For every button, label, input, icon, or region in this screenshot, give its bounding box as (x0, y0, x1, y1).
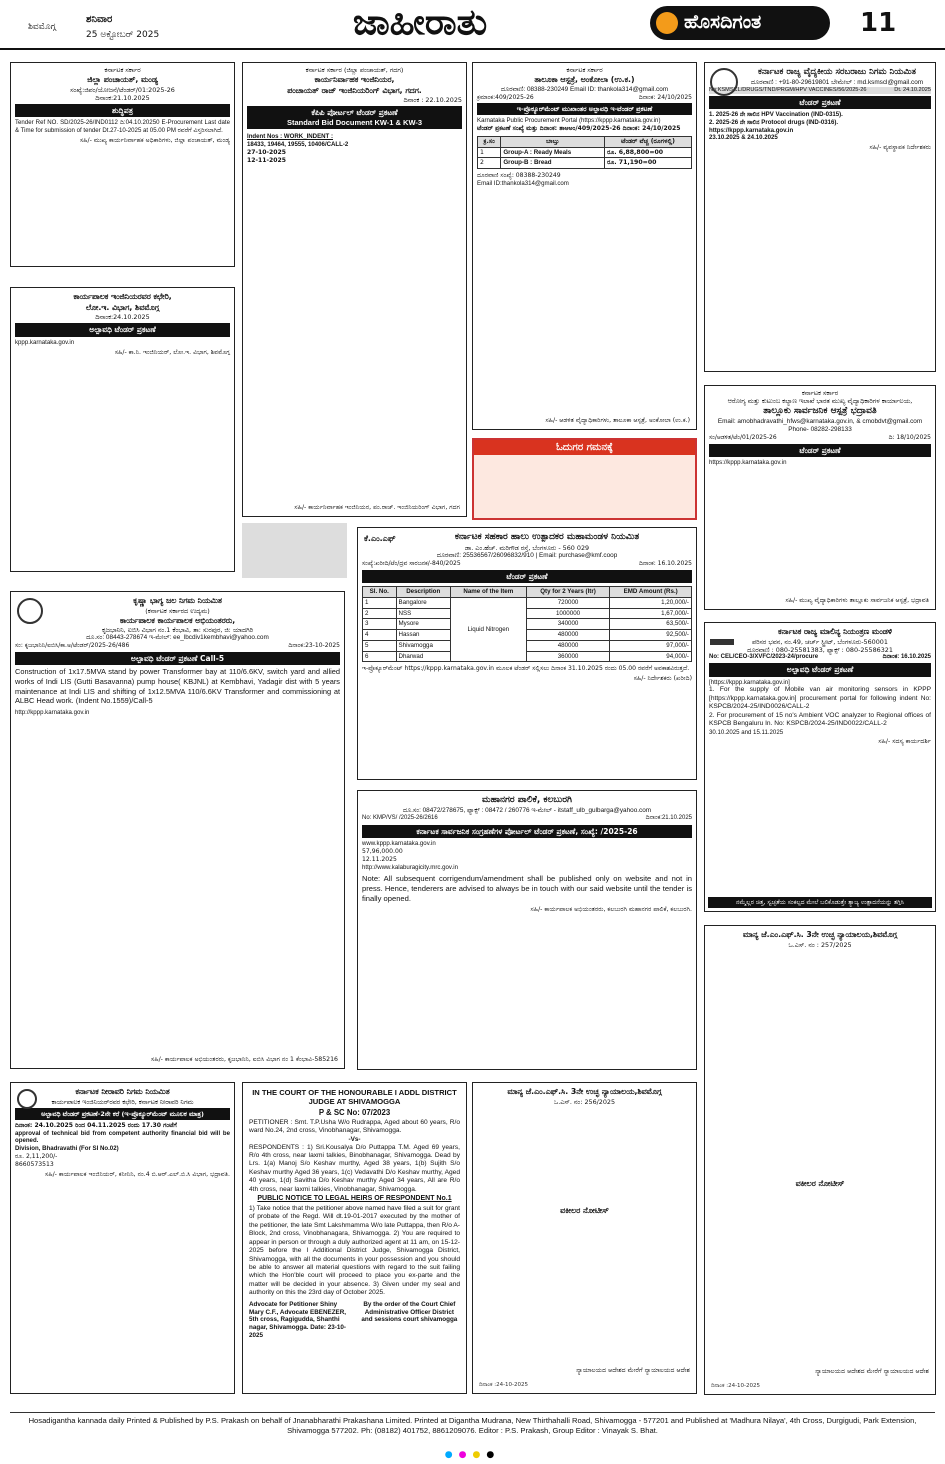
col-desc: Description (396, 587, 450, 598)
notice-date: ದಿನಾಂಕ :24-10-2025 (479, 1382, 529, 1389)
signature: ನ್ಯಾಯಾಲಯದ ಆದೇಶದ ಮೇರೆಗೆ ನ್ಯಾಯಾಲಯದ ಆದೇಶ (576, 1367, 690, 1375)
section-bar: ಟೆಂಡರ್ ಪ್ರಕಟಣೆ (709, 444, 931, 457)
notice-title: ವಕೀಲರ ನೋಟೀಸ್ (560, 1205, 609, 1215)
cell: Mysore (396, 619, 450, 630)
office-name: ಪಂಚಾಯತ್ ರಾಜ್ ಇಂಜಿನಿಯರಿಂಗ್ ವಿಭಾಗ, ಗದಗ. (287, 85, 422, 95)
indent-label: Indent Nos : WORK_INDENT : (247, 133, 333, 141)
cell: Bangalore (396, 597, 450, 608)
office-title: ಕಾರ್ಯಪಾಲಕ ಇಂಜಿನಿಯರವರ ಕಛೇರಿ, (73, 292, 172, 301)
signature: ಸಹಿ/- ಕಾ.ನಿ. ಇಂಜಿನಿಯರ್, ಲೋ.ಇ. ವಿಭಾಗ, ಶಿವಮೊಗ್ಗ (114, 348, 230, 356)
govt-label: ಕರ್ನಾಟಕ ಸರ್ಕಾರ (566, 66, 603, 74)
cell: 360000 (526, 651, 610, 662)
division-name: ಕೃಜಭಾನಿನಿ, ಐಬಿಸಿ ವಿಭಾಗ ನಂ.1 ಕೆಂಭಾವಿ, ತಾ: ಸುರಪುರ, ಜಿ: ಯಾದಗಿರಿ (102, 626, 253, 635)
contact-line: ದೂರವಾಣಿ: 08388-230249 Email ID: thankola314@gmail.com (500, 85, 669, 93)
advocate: Advocate for Petitioner Shiny Mary C.F., Advocate EBENEZER, 5th cross, Ragigudda, Shanthi nagar, Shivamogga. Date: 23-10-2025 (249, 1300, 347, 1340)
org-name: ಕರ್ನಾಟಕ ರಾಜ್ಯ ವೈದ್ಯಕೀಯ ಸರಬರಾಜು ನಿಗಮ ನಿಯಮಿತ (758, 67, 916, 77)
cell: 63,500/- (610, 619, 692, 630)
cell: Hassan (396, 630, 450, 641)
cell: Group-A : Ready Meals (501, 147, 605, 158)
org-name: ಕರ್ನಾಟಕ ಸಹಕಾರ ಹಾಲು ಉತ್ಪಾದಕರ ಮಹಾಮಂಡಳ ನಿಯಮಿತ (454, 532, 640, 542)
ref-no: ಕ್ರಮಾಂಕ:409/2025-26 (477, 93, 534, 101)
ref-date: ದಿನಾಂಕ: 24/10/2025 (638, 93, 692, 101)
tender-item-1: 1. For the supply of Mobile van air monitoring sensors in KPPP [https://kppp.karnataka.gov.in] procurement portal for following indent No: KSPCB/2024-25/IND0026/CALL-2 (709, 686, 931, 711)
ad-court-kn1 (472, 1082, 697, 1394)
ad-taluk-ankola (472, 62, 697, 430)
office-title: ತಾಲ್ಲೂಕು ಸಾರ್ವಜನಿಕ ಆಸ್ಪತ್ರೆ ಭದ್ರಾವತಿ (763, 406, 877, 416)
notice-title: ವಕೀಲರ ನೋಟೀಸ್ (795, 1178, 845, 1188)
tender-number: ಟೆಂಡರ್ ಪ್ರಕಟಣೆ ಸಂಖ್ಯೆ ಮತ್ತು ದಿನಾಂಕ: ತಾಆಅಂ/409/2025-26 ದಿನಾಂಕ: 24/10/2025 (477, 125, 681, 133)
cell: 480000 (526, 630, 610, 641)
ref-date: ದಿ: 18/10/2025 (888, 434, 931, 442)
ref-no: No: CEL/CEO-3/XVFC/2023-24/procure (709, 653, 819, 660)
col-sl: Sl. No. (363, 587, 397, 598)
case-number: ಒ.ಎಸ್. ನಂ : 257/2025 (788, 940, 852, 949)
cell: 92,500/- (610, 630, 692, 641)
section-title: ಜಾಹೀರಾತು (352, 2, 488, 43)
col-sl: ಕ್ರ.ಸಂ (478, 136, 501, 147)
imprint-footer: Hosadigantha kannada daily Printed & Published by P.S. Prakash on behalf of Jnanabharathi Prakashana Limited. Printed at Digantha Mudrana, New Thirthahalli Road, Shivamogga - 577201 and Published at 'Madhura Nilaya', 4th Cross, Durgigudi, Park Extension, Shivamogga 577202. Ph: (08182) 401752, 8861209076. Editor : P.S. Prakash, Group Editor : Vinayak S. Bhat. (10, 1412, 935, 1437)
cell: Shivamogga (396, 640, 450, 651)
cell: 1,67,000/- (610, 608, 692, 619)
ad-ksmscl (704, 62, 936, 372)
tender-dates: ದಿನಾಂಕ: 24.10.2025 ರಿಂದ 04.11.2025 ರಂದು 17.30 ಗಂಟೆಗೆ (15, 1121, 177, 1129)
signature: ಸಹಿ/- ಕಾರ್ಯನಿರ್ವಾಹಕ ಇಂಜಿನಿಯರ, ಪಂ.ರಾಜ್. ಇಂಜಿನಿಯರಿಂಗ್ ವಿಭಾಗ, ಗದಗ (294, 504, 460, 512)
court-title: ಮಾನ್ಯ ಜೆ.ಎಂ.ಎಫ್.ಸಿ. 3ನೇ ಉಚ್ಛ ನ್ಯಾಯಾಲಯ,ಶಿವಮೊಗ್ಗ (742, 930, 898, 939)
ref-date: ದಿನಾಂಕ:21.10.2025 (645, 815, 692, 822)
office-name: ಜಿಲ್ಲಾ ಪಂಚಾಯತ್, ಮಂಡ್ಯ (87, 75, 158, 84)
portal-link[interactable]: https://kppp.karnataka.gov.in (709, 459, 787, 467)
org-name: ಕರ್ನಾಟಕ ರಾಜ್ಯ ಮಾಲಿನ್ಯ ನಿಯಂತ್ರಣ ಮಂಡಳಿ (777, 627, 893, 636)
ref-no: ಸಂ/ಆಡಳಿತ/ಟೆಂ/01/2025-26 (709, 434, 777, 442)
table-row (478, 158, 692, 169)
section-bar: ಅಲ್ಪಾವಧಿ ಟೆಂಡರ್ ಪ್ರಕಟಣೆ Call-5 (15, 652, 340, 665)
section-bar-kn: ಕೆಪಿಪಿ ಪೋರ್ಟಲ್ ಟೆಂಡರ್ ಪ್ರಕಟಣೆ (311, 108, 398, 118)
ad-court-english (242, 1082, 467, 1394)
cell: ರೂ. 71,190=00 (605, 158, 692, 169)
cell: 3 (363, 619, 397, 630)
portal-name[interactable]: Karnataka Public Procurement Portal (https://kppp.karnataka.gov.in) (477, 117, 661, 125)
section-bar (247, 106, 462, 129)
section-bar: ಅಲ್ಪಾವಧಿ ಟೆಂಡರ್ ಪ್ರಕಟಣೆ (709, 663, 931, 676)
org-name: ಮಹಾನಗರ ಪಾಲಿಕೆ, ಕಲಬುರಗಿ (482, 795, 572, 805)
contact-line: ದೂರವಾಣಿ : +91-80-29619801 ಬೇಮೇಲ್ : md.ksmscl@gmail.com (750, 78, 924, 86)
cell: 1 (478, 147, 501, 158)
work-description: Construction of 1x17.5MVA stand by power Transformer bay at 110/6.6KV, switch yard and allied works of Indi LIS (Gutti Basavanna) pump house( KBJNL) at Kembhavi, Yadagir dist with 5 years maintenance at Indi LIS and shifting of 1x12.5MVA 110/6.6KV Transformer and commissioning at ALBC Head work. (Indent No.1559)/Call-5 (15, 667, 340, 706)
email-line[interactable]: Email: amobhadravathi_hfws@karnataka.gov.in, & cmobdvt@gmail.com Phone- 08282-298133 (717, 418, 923, 434)
masthead-city: ಶಿವಮೊಗ್ಗ (28, 22, 56, 32)
portal-link[interactable]: https://kppp.karnataka.gov.in (709, 126, 794, 134)
case-number: P & SC No: 07/2023 (318, 1107, 391, 1117)
cell: Group-B : Bread (501, 158, 605, 169)
paper-name: ಹೊಸದಿಗಂತ (684, 11, 762, 33)
cell: 480000 (526, 640, 610, 651)
portal-link[interactable]: www.kppp.karnataka.gov.in (362, 840, 436, 848)
approval-note: approval of technical bid from competent authority financial bid will be opened. (15, 1129, 230, 1145)
kspcb-footer: ನಮ್ಮೆಲ್ಲರ ಚಿತ್ತ, ಸ್ವಚ್ಛತೆಯ ಸಂಕಲ್ಪದ ಮೇಲೆ ಬಲಿಕೊಡುತ್ತೇ ತ್ಯಾಜ್ಯ ಉತ್ಪಾದನೆಯನ್ನು ತಗ್ಗಿಸಿ (708, 897, 932, 909)
ad-court-kn2 (704, 925, 936, 1395)
note: Note: All subsequent corrigendum/amendment shall be published only on website and not in press. Hence, tenderers are advised to always be in touch with our said website until the tender is finally opened. (362, 874, 692, 904)
ref-no: ಸಂಖ್ಯೆ:ಜಿಪಂ/ಯೋಜನೆ/ಟೆಂಡರ್/01:2025-26 (70, 85, 175, 94)
cell: 1,20,000/- (610, 597, 692, 608)
cell: 340000 (526, 619, 610, 630)
division-line: Division, Bhadravathi (For SI No.02) (15, 1145, 119, 1153)
email-line[interactable]: Email ID:thankola314@gmail.com (477, 179, 569, 187)
govt-label: ಕರ್ನಾಟಕ ಸರ್ಕಾರ (104, 66, 141, 74)
court-title: IN THE COURT OF THE HONOURABLE I ADDL DISTRICT JUDGE AT SHIVAMOGGA (252, 1088, 457, 1107)
phone-line: ದೂರವಾಣಿ ಸಂಖ್ಯೆ: 08388-230249 (477, 172, 561, 180)
ad-pri-gadag (242, 62, 467, 517)
table-row (363, 597, 692, 608)
color-registration-marks: ●●●● (444, 1450, 501, 1460)
versus: -Vs- (348, 1135, 361, 1143)
notice-title: PUBLIC NOTICE TO LEGAL HEIRS OF RESPONDENT No.1 (257, 1195, 452, 1203)
ad-kalaburagi (357, 790, 697, 1070)
ref-no: ಸಂಖ್ಯೆ:ಖರೀದಿ/ಟೆಂ/ದ್ರವ ಸಾರಜನಕ/-840/2025 (362, 560, 461, 568)
signature: ಸಹಿ/- ವ್ಯವಸ್ಥಾಪಕ ನಿರ್ದೇಶಕರು (869, 144, 931, 152)
ad-pwd-shimoga (10, 287, 235, 572)
section-bar: ಇ-ಪ್ರೊಕ್ಯೂರ್‌ಮೆಂಟ್ ಮುಖಾಂತರ ಅಲ್ಪಾವಧಿ ಇ-ಟೆಂಡರ್ ಪ್ರಕಟಣೆ (477, 103, 692, 115)
ad-kspcb (704, 622, 936, 912)
ad-kbjnl (10, 591, 345, 1069)
table-row (478, 147, 692, 158)
col-item: ಬಾಬ್ತು (501, 136, 605, 147)
ref-no: No: KMP/VS/ /2025-26/2616 (362, 815, 438, 822)
kniyl-logo-icon (17, 1089, 37, 1109)
cell: NSS (396, 608, 450, 619)
col-item: Name of the Item (450, 587, 526, 598)
ref-no: ಸಂ: ಕೃಜಭಾನಿನಿ/ಐಬಿಸಿ/ಕಾ.ಅ/ಟೆಂಡರ್/2025-26/486 (15, 642, 130, 650)
ref-date: ದಿನಾಂಕ : 22.10.2025 (403, 96, 462, 105)
ad-zp-mandya (10, 62, 235, 267)
ref-date: Dt. 24.10.2025 (894, 86, 931, 93)
contact-line: ದೂರವಾಣಿ: 25536567/26096832/910 | Email: purchase@kmf.coop (436, 552, 618, 560)
tender-item-1: 1. 2025-26 ನೇ ಸಾಲಿನ HPV Vaccination (IND-0315). (709, 110, 843, 118)
kbjnl-logo-icon (17, 598, 43, 624)
cell: ರೂ. 6,88,800=00 (605, 147, 692, 158)
case-number: ಒ.ಎಸ್. ನಂ: 256/2025 (553, 1097, 616, 1106)
emd-amount: ರೂ. 2,11,200/- (15, 1152, 58, 1160)
ad-kmf (357, 527, 697, 780)
org-name: ಕೃಷ್ಣಾ ಭಾಗ್ಯ ಜಲ ನಿಗಮ ನಿಯಮಿತ (133, 596, 222, 605)
notice-body: Tender Ref NO. SD/2025-26/IND0112 ದಿ:04.10.20250 E-Procurement Last date & Time for submission of tender Dt.27-10-2025 at 05.00 PM ರವರೆಗೆ ವಿಸ್ತರಿಸಲಾಗಿದೆ. (15, 119, 230, 134)
cell: 1000000 (526, 608, 610, 619)
ad-shimoga-gray (242, 523, 347, 578)
section-bar-en: Standard Bid Document KW-1 & KW-3 (286, 117, 423, 127)
office-title: ಕಾರ್ಯನಿರ್ವಾಹಕ ಇಂಜಿನಿಯರ, (314, 75, 395, 84)
ksmscl-logo-icon (710, 68, 738, 96)
ad-bhadravathi (704, 385, 936, 610)
section-bar: ಕರ್ನಾಟಕ ಸಾರ್ವಜನಿಕ ಸಂಗ್ರಹಣೆಗಳ ಪೋರ್ಟಲ್ ಟೆಂಡರ್ ಪ್ರಕಟಣೆ, ಸಂಖ್ಯೆ: /2025-26 (362, 825, 692, 838)
section-bar: ಶುದ್ಧಿಪತ್ರ (15, 104, 230, 117)
table-row (363, 619, 692, 630)
signature: ಸಹಿ/- ಸದಸ್ಯ ಕಾರ್ಯದರ್ಶಿ (878, 738, 931, 746)
masthead (0, 0, 945, 50)
promo-title: ಓದುಗರ ಗಮನಕ್ಕೆ (474, 440, 695, 455)
factory-icon (710, 629, 734, 645)
office-title: ತಾಲೂಕಾ ಆಸ್ಪತ್ರೆ, ಅಂಕೋಲಾ (ಉ.ಕ.) (534, 75, 635, 84)
section-bar: ಟೆಂಡರ್ ಪ್ರಕಟಣೆ (362, 570, 692, 583)
ref-date: ದಿನಾಂಕ:21.10.2025 (95, 93, 150, 102)
signature: ಸಹಿ/- ಕಾರ್ಯಪಾಲಕ ಇಂಜಿನಿಯರ್, ಕನೀನಿನಿ, ನಂ.4 ಬಿ.ಆರ್.ಎಲ್.ಬಿ.ಸಿ ವಿಭಾಗ, ಭದ್ರಾವತಿ. (45, 1170, 230, 1178)
signature: ಸಹಿ/- ಕಾರ್ಯಪಾಲಕ ಅಭಿಯಂತರರು, ಕಲಬುರಗಿ ಮಹಾನಗರ ಪಾಲಿಕೆ, ಕಲಬುರಗಿ. (530, 905, 692, 913)
signature: ನ್ಯಾಯಾಲಯದ ಆದೇಶದ ಮೇರೆಗೆ ನ್ಯಾಯಾಲಯದ ಆದೇಶ (815, 1368, 929, 1376)
table-row (363, 651, 692, 662)
cell: 2 (363, 608, 397, 619)
signature: ಸಹಿ/- ನಿರ್ದೇಶಕರು (ಖರೀದಿ) (633, 675, 692, 683)
top-label: ಕರ್ನಾಟಕ ಸರ್ಕಾರ (ಜಿಲ್ಲಾ ಪಂಚಾಯತ್, ಗದಗ) (305, 66, 404, 74)
website-link[interactable]: http://www.kalaburagicity.mrc.gov.in (362, 863, 458, 871)
item-cell: Liquid Nitrogen (450, 597, 526, 662)
phone-number: 8660573513 (15, 1160, 54, 1168)
org-name: ಕರ್ನಾಟಕ ನೀರಾವರಿ ನಿಗಮ ನಿಯಮಿತ (75, 1087, 170, 1096)
tender-item-2: 2. 2025-26 ನೇ ಸಾಲಿನ Protocol drugs (IND-0316). (709, 118, 839, 126)
cell: 2 (478, 158, 501, 169)
cell: 1 (363, 597, 397, 608)
masthead-date: 25 ಅಕ್ಟೋಬರ್ 2025 (86, 30, 160, 40)
cell: 720000 (526, 597, 610, 608)
respondents: RESPONDENTS : 1) Sri.Kousalya D/o Puttappa T.M. Aged 69 years, R/o 4th cross, near laxmi talkies, Binobhanagar, Shivamogga. Dead by Lrs. 1(a) Manoj S/o Keshav murthy, Aged 38 years, 1(b) Sujith S/o Keshav murthy Aged 36 years, 1(c) Vedavathi D/o Keshav murthy, Aged 40 years, 1(d) Savitha D/o Keshav murthy Aged 34 years, All are R/o 4th cross, near laxmi talkies, Vinobhanagar, Shivamogga. (249, 1143, 460, 1193)
ad-promo (472, 438, 697, 520)
notice-date: ದಿನಾಂಕ :24-10-2025 (711, 1383, 761, 1390)
date-start: 27-10-2025 (247, 148, 286, 156)
by-order: By the order of the Court Chief Administrative Officer District and sessions court shivamogga (361, 1300, 458, 1324)
masthead-day: ಶನಿವಾರ (86, 14, 113, 25)
org-address: ಪರಿಸರ ಭವನ, ನಂ.49, ಚರ್ಚ್ ಸ್ಟ್ರೀಟ್, ಬೆಂಗಳೂರು-560001 (752, 637, 888, 646)
tender-table (477, 136, 692, 169)
govt-label: ಕರ್ನಾಟಕ ಸರ್ಕಾರ (801, 389, 839, 397)
ref-no: No:KSMSCL/DRUGS/TND/PRGM/HPV VACCINES/56/2025-26 (709, 86, 867, 93)
kmf-table (362, 586, 692, 662)
col-cost: ಟೆಂಡರ್ ವೆಚ್ಚ (ರೂಗಳಲ್ಲಿ) (605, 136, 692, 147)
org-address: ಡಾ. ಎಂ.ಹೆಚ್. ಮರಿಗೌಡ ರಸ್ತೆ, ಬೆಂಗಳೂರು - 560 029 (464, 544, 590, 553)
cell: 5 (363, 640, 397, 651)
indent-numbers: 18433, 19464, 19555, 10406/CALL-2 (247, 141, 349, 149)
section-bar: ಟೆಂಡರ್ ಪ್ರಕಟಣೆ (709, 96, 931, 109)
col-emd: EMD Amount (Rs.) (610, 587, 692, 598)
section-bar: ಅಲ್ಪಾವಧಿ ಟೆಂಡರ್ ಪ್ರಕಟಣೆ (15, 323, 230, 336)
org-sub: (ಕರ್ನಾಟಕ ಸರ್ಕಾರದ ಉದ್ಯಮ) (145, 606, 210, 615)
contact-line: ದೂ.ಸಂ: 08472/278675, ಫ್ಯಾಕ್ಸ್ : 08472 / 260776 ಇ-ಮೇಲ್ - itstaff_ulb_gulbarga@yahoo.com (402, 807, 652, 815)
portal-link[interactable]: [https://kppp.karnataka.gov.in] (709, 678, 790, 686)
section-bar: ಅಲ್ಪಾವಧಿ ಟೆಂಡರ್ ಪ್ರಕಟಣೆ-2ನೇ ಕರೆ (ಇ-ಪ್ರೊಕ್ಯೂರ್‌ಮೆಂಟ್ ಮೂಲಕ ಮಾತ್ರ) (15, 1108, 230, 1120)
signature: ಸಹಿ/- ಕಾರ್ಯಪಾಲಕ ಅಭಿಯಂತರರು, ಕೃಜಭಾನಿನಿ, ಐಬಿಸಿ ವಿಭಾಗ ನಂ 1 ಕೆಂಭಾವಿ-585216 (151, 1056, 338, 1064)
contact-line: ದೂ.ಸಂ: 08443-278674 ಇ-ಮೇಲ್: ee_lbcdiv1kembhavi@yahoo.com (86, 634, 269, 642)
ref-date: ದಿನಾಂಕ:24.10.2025 (95, 313, 150, 322)
table-row (363, 640, 692, 651)
signature: ಸಹಿ/- ಮುಖ್ಯ ವೈದ್ಯಾಧಿಕಾರಿಗಳು ತಾಲ್ಲೂಕು ಸಾರ್ವಜನಿಕ ಆಸ್ಪತ್ರೆ, ಭದ್ರಾವತಿ (785, 597, 929, 605)
office-title: ಕಾರ್ಯಪಾಲಕ ಕಾರ್ಯಪಾಲಕ ಅಭಿಯಂತರರು, (119, 615, 236, 625)
date-end: 12-11-2025 (247, 156, 286, 164)
ad-kniyl (10, 1082, 235, 1394)
kmf-logo: ಕೆ.ಎಂ.ಎಫ್ (364, 534, 396, 543)
org-sub: ಕಾರ್ಯಪಾಲಕ ಇಂಜಿನಿಯರ್‌ರವರ ಕಛೇರಿ, ಕರ್ನಾಟಕ ನೀರಾವರಿ ನಿಗಮ (51, 1097, 194, 1106)
closing-date: 12.11.2025 (362, 855, 397, 863)
table-row (363, 630, 692, 641)
ref-date: ದಿನಾಂಕ: 16.10.2025 (639, 560, 692, 568)
ref-date: ದಿನಾಂಕ:23-10-2025 (288, 642, 340, 650)
tender-dates: 23.10.2025 & 24.10.2025 (709, 134, 778, 142)
portal-link[interactable]: http://kppp.karnataka.gov.in (15, 708, 90, 716)
signature: ಸಹಿ/- ಮುಖ್ಯ ಕಾರ್ಯನಿರ್ವಾಹಕ ಅಧಿಕಾರಿಗಳು, ಜಿಲ್ಲಾ ಪಂಚಾಯತ್, ಮಂಡ್ಯ (80, 136, 230, 144)
table-row (363, 608, 692, 619)
ref-date: ದಿನಾಂಕ: 16.10.2025 (882, 653, 931, 660)
notice-body: 1) Take notice that the petitioner above named have filed a suit for grant of probate of the Regd. Will dt.19-01-2017 executed by the mother of the petitioner, the late Smt Lakshmamma W/o late Puttappa, then R/o A-Block, 2nd cross, Vinobhanagara, Shivamogga. 2) You are required to appear in person or through a duly authorized agent at 11 am, on 15-12-2025 before the I Additional District Judge, Shivamogga District, Shivamogga, with all the documents in your possession and you should be able to answer all material questions with regard to the suit failing which the Hon'ble court will proceed to place you ex-parte and the matter will be decided in your absence. 3) Given under my seal and authority on this the 23rd day of October 2025. (249, 1204, 460, 1297)
cell: 4 (363, 630, 397, 641)
court-title: ಮಾನ್ಯ ಜೆ.ಎಂ.ಎಫ್.ಸಿ. 3ನೇ ಉಚ್ಛ ನ್ಯಾಯಾಲಯ,ಶಿವಮೊಗ್ಗ (507, 1087, 662, 1096)
col-qty: Qty for 2 Years (ltr) (526, 587, 610, 598)
petitioner: PETITIONER : Smt. T.P.Usha W/o Rudrappa, Aged about 60 years, R/o ward No.24, 2nd cross, Vinobhanagar, Shivamogga. (249, 1118, 460, 1135)
tender-item-2: 2. For procurement of 15 no's Ambient VOC analyzer to Regional offices of KSPCB Bengaluru In. No: KSPCB/2024-25/IND0022/CALL-2 (709, 711, 931, 728)
dept-name: ಆರೋಗ್ಯ ಮತ್ತು ಕುಟುಂಬ ಕಲ್ಯಾಣ ಇಲಾಖೆ ಭಾರತ ಮುಖ್ಯ ವೈದ್ಯಾಧಿಕಾರಿಗಳ ಕಾರ್ಯಾಲಯ, (727, 397, 913, 405)
cell: Dharwad (396, 651, 450, 662)
cell: 6 (363, 651, 397, 662)
page-number: 11 (860, 8, 897, 38)
paper-logo (650, 6, 830, 40)
contact-line: ದೂರವಾಣಿ : 080-25581383, ಫ್ಯಾಕ್ಸ್ : 080-25586321 (747, 645, 893, 654)
portal-link[interactable]: kppp.karnataka.gov.in (15, 338, 75, 346)
cell: 94,000/- (610, 651, 692, 662)
cell: 97,000/- (610, 640, 692, 651)
sun-icon (656, 12, 678, 34)
tender-dates: 30.10.2025 and 15.11.2025 (709, 728, 784, 736)
signature: ಸಹಿ/- ಆಡಳಿತ ವೈದ್ಯಾಧಿಕಾರಿಗಳು, ತಾಲೂಕಾ ಆಸ್ಪತ್ರೆ, ಅಂಕೋಲಾ (ಉ.ಕ.) (545, 417, 690, 425)
submission-note: ಇ-ಪ್ರೊಕ್ಯೂರ್‌ಮೆಂಟ್ https://kppp.karnataka.gov.in ಮೂಲಕ ಟೆಂಡರ್ ಸಲ್ಲಿಸಲು ದಿನಾಂಕ 31.10.2025 ರಂದು 05.00 ರವರೆಗೆ ಅವಕಾಶವಿರುತ್ತದೆ. (362, 665, 690, 673)
tender-amount: 57,96,000.00 (362, 847, 403, 855)
office-name: ಲೋ.ಇ. ವಿಭಾಗ, ಶಿವಮೊಗ್ಗ (85, 302, 160, 312)
